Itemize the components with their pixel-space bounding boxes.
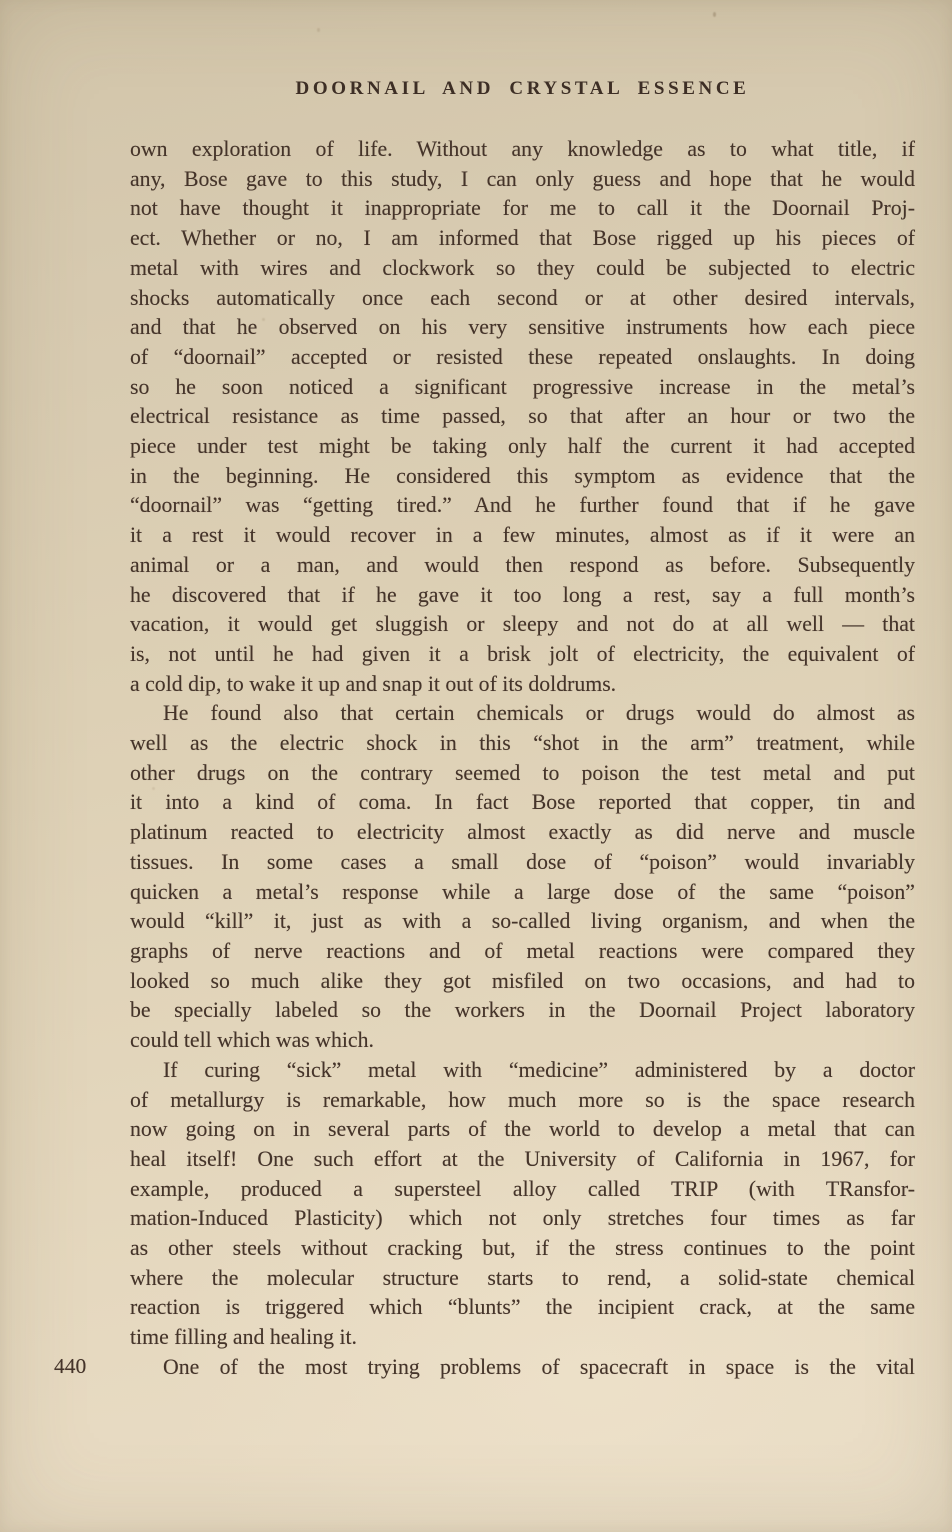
text-line: of metallurgy is remarkable, how much more so is the space research bbox=[130, 1087, 915, 1112]
text-line: If curing “sick” metal with “medicine” administered by a doctor bbox=[163, 1057, 915, 1082]
text-line: not have thought it inappropriate for me to call it the Doornail Proj- bbox=[130, 196, 915, 221]
text-line: time filling and healing it. bbox=[130, 1325, 358, 1350]
text-line: now going on in several parts of the world to develop a metal that can bbox=[130, 1117, 915, 1142]
paper-speck bbox=[262, 318, 265, 321]
text-line: well as the electric shock in this “shot in the arm” treatment, while bbox=[130, 731, 915, 756]
text-line: be specially labeled so the workers in the Doornail Project laboratory bbox=[130, 998, 915, 1023]
text-line: would “kill” it, just as with a so-called living organism, and when the bbox=[130, 909, 915, 934]
text-line: example, produced a supersteel alloy called TRIP (with TRansfor- bbox=[130, 1176, 915, 1201]
text-line: as other steels without cracking but, if the stress continues to the point bbox=[130, 1236, 915, 1261]
text-line: heal itself! One such effort at the University of California in 1967, for bbox=[130, 1146, 915, 1171]
text-line: electrical resistance as time passed, so that after an hour or two the bbox=[130, 404, 915, 429]
text-line: and that he observed on his very sensitive instruments how each piece bbox=[130, 315, 915, 340]
text-line: graphs of nerve reactions and of metal reactions were compared they bbox=[130, 938, 915, 963]
text-line: tissues. In some cases a small dose of “poison” would invariably bbox=[130, 849, 915, 874]
text-line: any, Bose gave to this study, I can only guess and hope that he would bbox=[130, 166, 915, 191]
text-line: it into a kind of coma. In fact Bose reported that copper, tin and bbox=[130, 790, 915, 815]
paragraph bbox=[130, 1056, 915, 1353]
text-line: so he soon noticed a significant progressive increase in the metal’s bbox=[130, 374, 915, 399]
text-line: it a rest it would recover in a few minutes, almost as if it were an bbox=[130, 523, 915, 548]
text-line: could tell which was which. bbox=[130, 1028, 374, 1053]
text-line: he discovered that if he gave it too long a rest, say a full month’s bbox=[130, 582, 915, 607]
text-line: is, not until he had given it a brisk jolt of electricity, the equivalent of bbox=[130, 641, 915, 666]
text-line: vacation, it would get sluggish or sleepy and not do at all well — that bbox=[130, 612, 915, 637]
running-head: DOORNAIL AND CRYSTAL ESSENCE bbox=[295, 78, 750, 99]
body-text bbox=[130, 135, 915, 1383]
text-line: “doornail” was “getting tired.” And he further found that if he gave bbox=[130, 493, 915, 518]
text-line: piece under test might be taking only half the current it had accepted bbox=[130, 434, 915, 459]
text-line: animal or a man, and would then respond as before. Subsequently bbox=[130, 552, 915, 577]
paragraph bbox=[130, 135, 915, 699]
text-line: He found also that certain chemicals or drugs would do almost as bbox=[163, 701, 915, 726]
paper-speck bbox=[152, 787, 155, 790]
paragraph bbox=[130, 699, 915, 1055]
text-line: One of the most trying problems of spacecraft in space is the vital bbox=[163, 1354, 915, 1379]
text-line: mation-Induced Plasticity) which not only stretches four times as far bbox=[130, 1206, 915, 1231]
text-line: where the molecular structure starts to rend, a solid-state chemical bbox=[130, 1265, 915, 1290]
text-line: other drugs on the contrary seemed to poison the test metal and put bbox=[130, 760, 915, 785]
text-line: in the beginning. He considered this symptom as evidence that the bbox=[130, 463, 915, 488]
text-line: of “doornail” accepted or resisted these repeated onslaughts. In doing bbox=[130, 344, 915, 369]
text-line: looked so much alike they got misfiled on two occasions, and had to bbox=[130, 968, 915, 993]
text-line: a cold dip, to wake it up and snap it out of its doldrums. bbox=[130, 671, 617, 696]
text-line: quicken a metal’s response while a large dose of the same “poison” bbox=[130, 879, 915, 904]
page-number: 440 bbox=[54, 1354, 87, 1378]
paper-speck bbox=[713, 12, 716, 17]
text-line: metal with wires and clockwork so they could be subjected to electric bbox=[130, 255, 915, 280]
paragraph bbox=[130, 1353, 915, 1383]
text-line: shocks automatically once each second or at other desired intervals, bbox=[130, 285, 915, 310]
text-line: reaction is triggered which “blunts” the incipient crack, at the same bbox=[130, 1295, 915, 1320]
text-line: platinum reacted to electricity almost exactly as did nerve and muscle bbox=[130, 820, 915, 845]
text-line: own exploration of life. Without any knowledge as to what title, if bbox=[130, 137, 915, 161]
text-line: ect. Whether or no, I am informed that Bose rigged up his pieces of bbox=[130, 226, 915, 251]
paper-speck bbox=[317, 28, 320, 32]
